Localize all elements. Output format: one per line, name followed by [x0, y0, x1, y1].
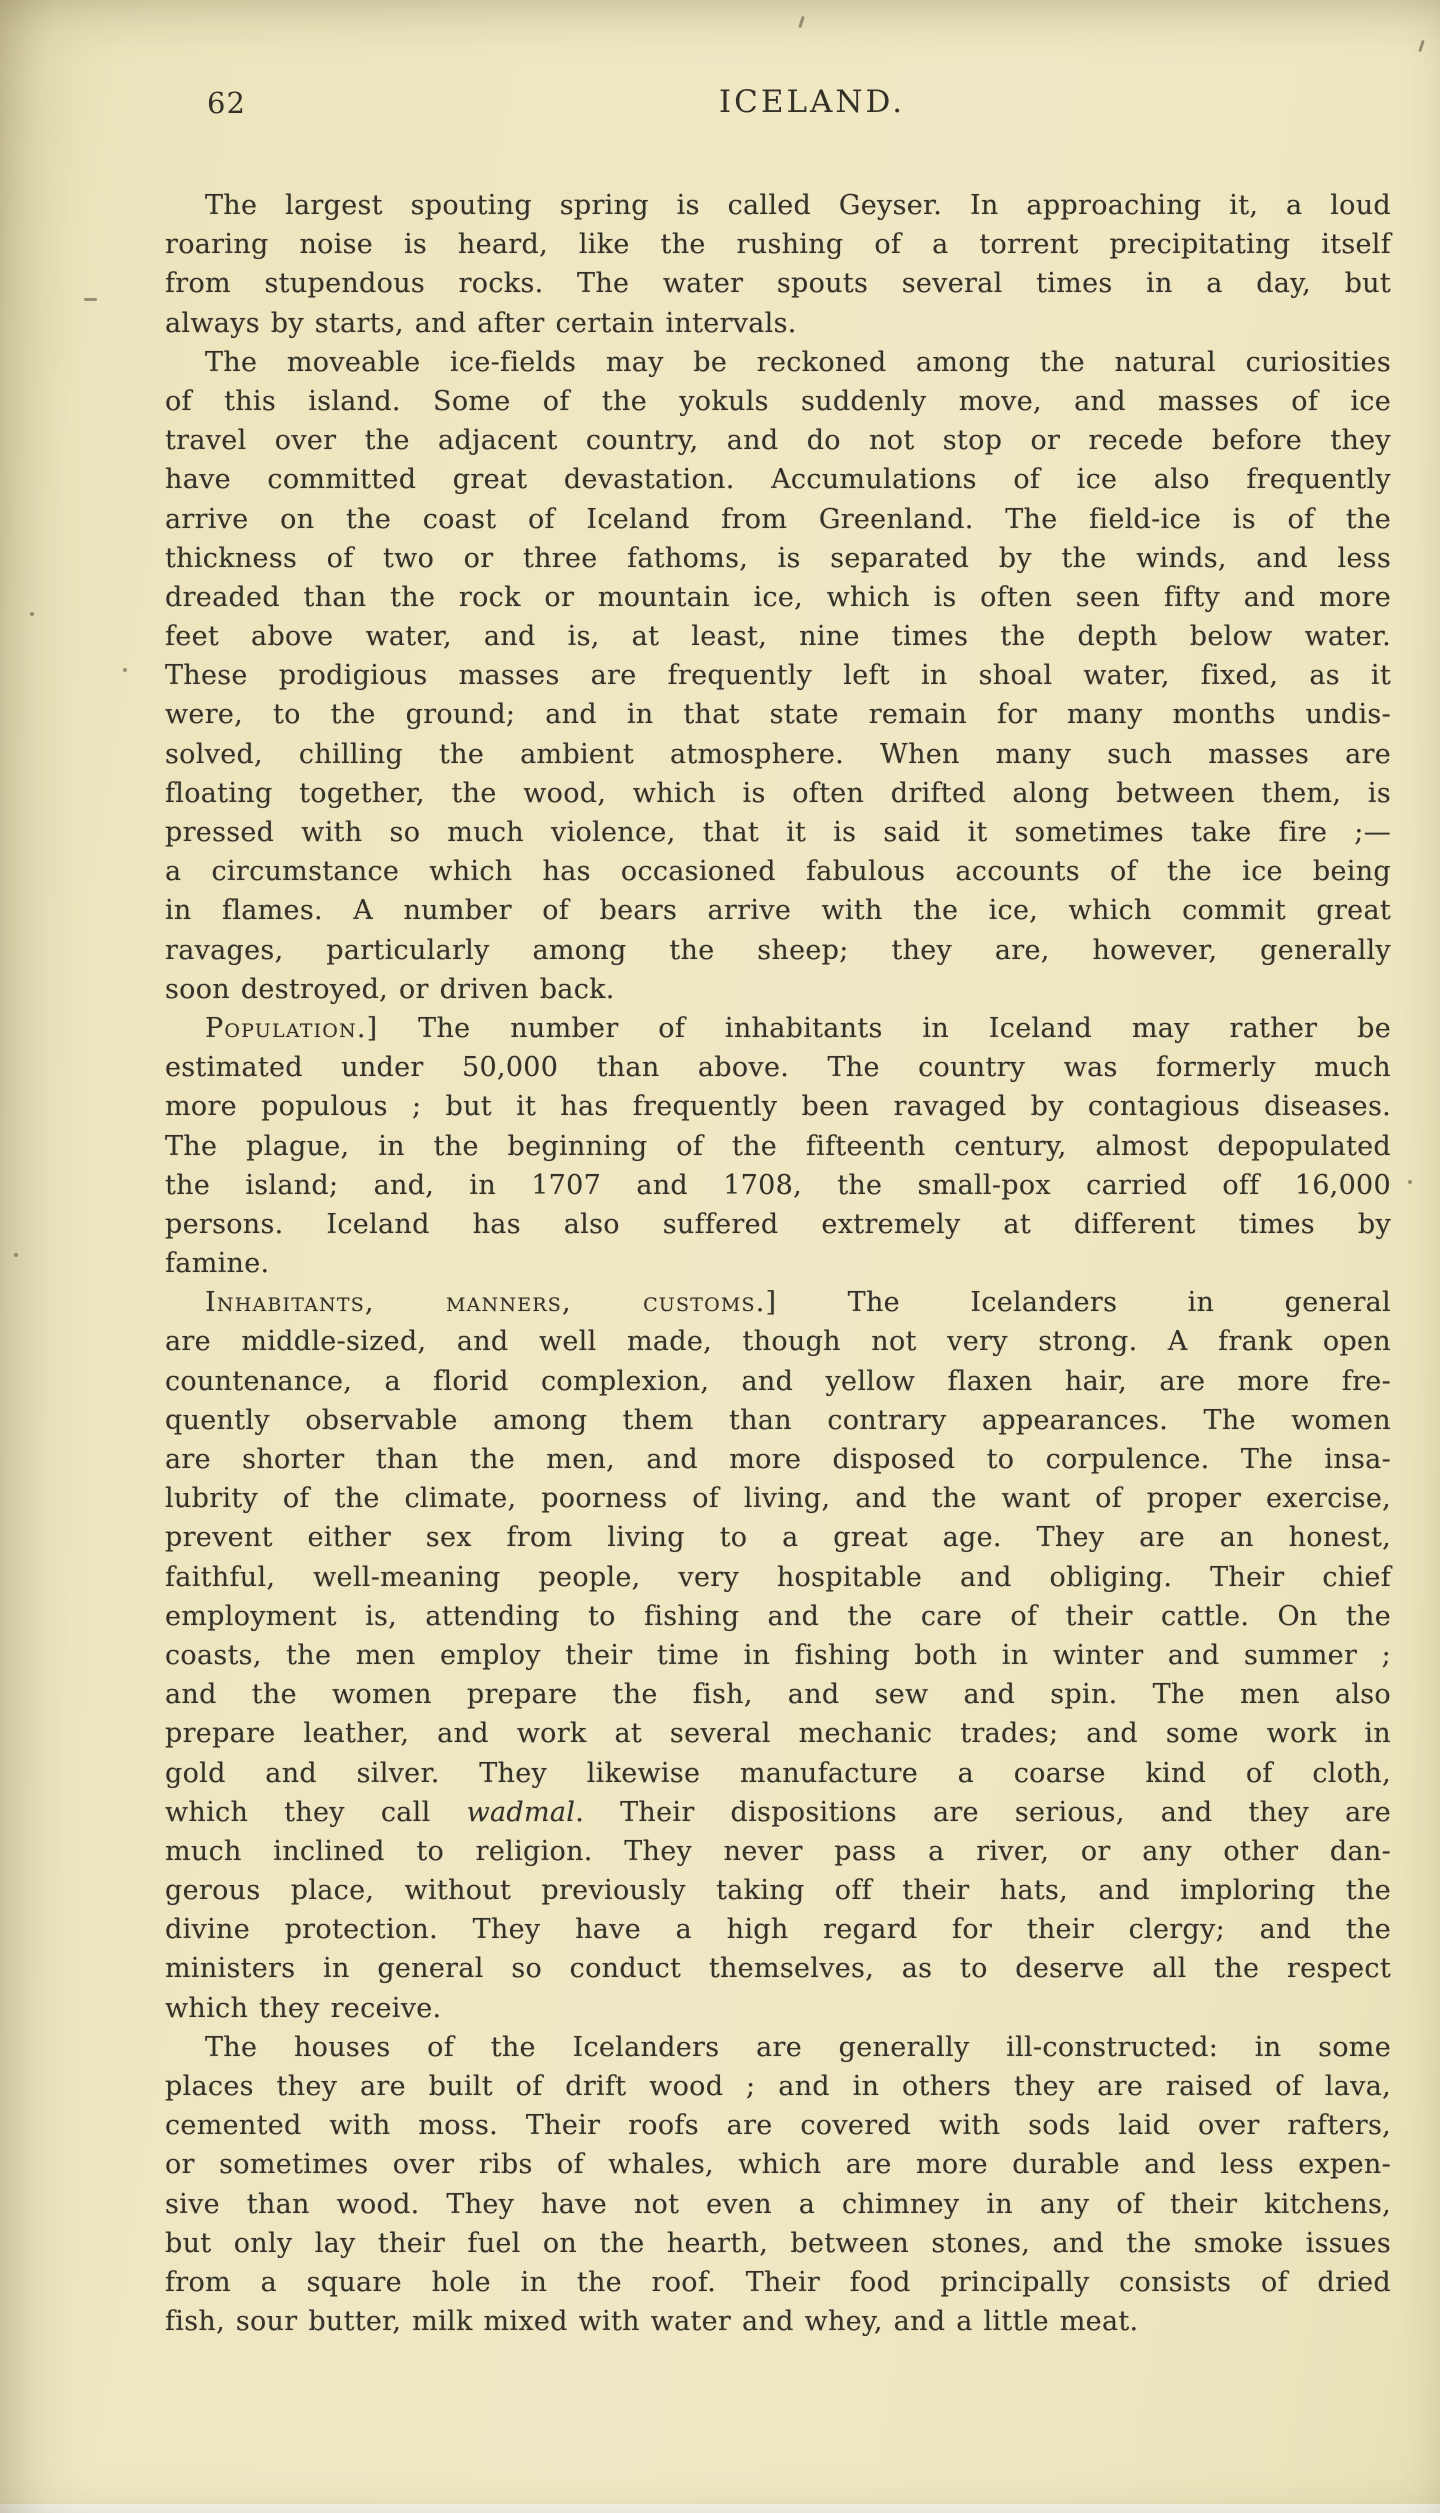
- text-run: employment is, attending to fishing and the care of their cattle. On the: [165, 1600, 1391, 1632]
- text-line: [165, 460, 1391, 499]
- text-line: [165, 2263, 1391, 2302]
- scan-speck: [84, 298, 97, 301]
- text-line: [165, 852, 1391, 891]
- text-line: [165, 1597, 1391, 1636]
- scan-speck: [30, 612, 34, 616]
- text-run: of this island. Some of the yokuls suddenly move, and masses of ice: [165, 385, 1391, 417]
- scan-speck: [1418, 40, 1425, 52]
- text-line: [165, 1558, 1391, 1597]
- text-line: [165, 264, 1391, 303]
- text-run: quently observable among them than contrary appearances. The women: [165, 1404, 1391, 1436]
- text-run: The houses of the Icelanders are generally ill-constructed: in some: [205, 2031, 1391, 2063]
- text-line: [165, 421, 1391, 460]
- text-line: [165, 1518, 1391, 1557]
- text-line: [165, 1832, 1391, 1871]
- text-run: which they receive.: [165, 1992, 442, 2024]
- text-run: from a square hole in the roof. Their food principally consists of dried: [165, 2266, 1391, 2298]
- text-line: [165, 1714, 1391, 1753]
- text-run: cemented with moss. Their roofs are covered with sods laid over rafters,: [165, 2110, 1391, 2142]
- text-run: are middle-sized, and well made, though not very strong. A frank open: [165, 1326, 1391, 1358]
- text-line: [165, 891, 1391, 930]
- text-run: ministers in general so conduct themselves, as to deserve all the respect: [165, 1953, 1391, 1985]
- text-run: prevent either sex from living to a great age. They are an honest,: [165, 1522, 1391, 1554]
- text-run: solved, chilling the ambient atmosphere. When many such masses are: [165, 738, 1391, 770]
- scan-speck: [798, 16, 805, 28]
- text-run: roaring noise is heard, like the rushing of a torrent precipitating itself: [165, 229, 1391, 261]
- text-run: The plague, in the beginning of the fifteenth century, almost depopulated: [165, 1130, 1391, 1162]
- text-line: [165, 539, 1391, 578]
- text-line: [165, 1322, 1391, 1361]
- section-heading: Population.]: [205, 1012, 379, 1044]
- text-line: [165, 656, 1391, 695]
- text-line: [165, 1283, 1391, 1322]
- text-line: [165, 1127, 1391, 1166]
- page-header: [0, 80, 1440, 130]
- text-line: [165, 1793, 1391, 1832]
- text-line: [165, 2302, 1391, 2341]
- text-line: [165, 735, 1391, 774]
- text-line: [165, 1989, 1391, 2028]
- scan-bottom-edge: [0, 2504, 1440, 2513]
- text-line: [165, 225, 1391, 264]
- text-line: [165, 500, 1391, 539]
- text-run: have committed great devastation. Accumulations of ice also frequently: [165, 464, 1391, 496]
- text-line: [165, 2185, 1391, 2224]
- text-line: [165, 1362, 1391, 1401]
- text-run: which they call: [165, 1796, 467, 1828]
- text-run: lubrity of the climate, poorness of living, and the want of proper exercise,: [165, 1483, 1391, 1515]
- text-line: [165, 1087, 1391, 1126]
- text-line: [165, 931, 1391, 970]
- text-run: famine.: [165, 1248, 270, 1280]
- text-line: [165, 186, 1391, 225]
- text-line: [165, 1754, 1391, 1793]
- text-run: from stupendous rocks. The water spouts several times in a day, but: [165, 268, 1391, 300]
- text-line: [165, 1636, 1391, 1675]
- text-run: The Icelanders in general: [777, 1287, 1391, 1319]
- text-run: or sometimes over ribs of whales, which are more durable and less expen-: [165, 2149, 1391, 2181]
- text-run: places they are built of drift wood ; and in others they are raised of lava,: [165, 2071, 1391, 2102]
- scan-speck: [1408, 1180, 1412, 1184]
- text-run: The number of inhabitants in Iceland may rather be: [378, 1012, 1391, 1044]
- text-line: [165, 343, 1391, 382]
- text-line: [165, 1401, 1391, 1440]
- text-run: arrive on the coast of Iceland from Greenland. The field-ice is of the: [165, 503, 1391, 535]
- text-line: [165, 1479, 1391, 1518]
- text-run: The moveable ice-fields may be reckoned among the natural curiosities: [205, 346, 1391, 378]
- text-run: The largest spouting spring is called Geyser. In approaching it, a loud: [205, 190, 1391, 221]
- text-run: always by starts, and after certain intervals.: [165, 307, 797, 339]
- text-line: [165, 1244, 1391, 1283]
- text-line: [165, 578, 1391, 617]
- text-run: were, to the ground; and in that state remain for many months undis-: [165, 699, 1391, 731]
- text-line: [165, 1048, 1391, 1087]
- text-line: [165, 1910, 1391, 1949]
- text-run: sive than wood. They have not even a chimney in any of their kitchens,: [165, 2188, 1391, 2220]
- scan-speck: [14, 1253, 18, 1257]
- text-run: travel over the adjacent country, and do not stop or recede before they: [165, 425, 1391, 457]
- text-run: much inclined to religion. They never pass a river, or any other dan-: [165, 1835, 1391, 1867]
- text-run: These prodigious masses are frequently left in shoal water, fixed, as it: [165, 660, 1391, 692]
- text-line: [165, 2224, 1391, 2263]
- text-run: the island; and, in 1707 and 1708, the small-pox carried off 16,000: [165, 1169, 1391, 1201]
- page-number: 62: [207, 86, 246, 120]
- text-run: thickness of two or three fathoms, is separated by the winds, and less: [165, 542, 1391, 574]
- text-line: [165, 813, 1391, 852]
- text-run: but only lay their fuel on the hearth, between stones, and the smoke issues: [165, 2227, 1391, 2259]
- page-body: [165, 186, 1391, 2341]
- text-run: and the women prepare the fish, and sew and spin. The men also: [165, 1679, 1391, 1711]
- text-run: floating together, the wood, which is often drifted along between them, is: [165, 777, 1391, 809]
- running-title: ICELAND.: [718, 84, 906, 120]
- text-run: faithful, well-meaning people, very hospitable and obliging. Their chief: [165, 1561, 1391, 1593]
- text-line: [165, 774, 1391, 813]
- text-run: gerous place, without previously taking off their hats, and imploring the: [165, 1875, 1391, 1907]
- text-line: [165, 2145, 1391, 2184]
- text-line: [165, 1166, 1391, 1205]
- text-run: in flames. A number of bears arrive with the ice, which commit great: [165, 895, 1391, 927]
- text-run: persons. Iceland has also suffered extremely at different times by: [165, 1208, 1391, 1240]
- text-run: pressed with so much violence, that it is said it sometimes take fire ;—: [165, 817, 1391, 848]
- text-line: [165, 1009, 1391, 1048]
- text-run: gold and silver. They likewise manufacture a coarse kind of cloth,: [165, 1757, 1391, 1789]
- text-run: wadmal: [466, 1796, 576, 1828]
- scan-speck: [123, 668, 127, 672]
- text-run: are shorter than the men, and more disposed to corpulence. The insa-: [165, 1444, 1391, 1475]
- text-run: . Their dispositions are serious, and they are: [575, 1796, 1391, 1828]
- text-line: [165, 2067, 1391, 2106]
- text-line: [165, 1871, 1391, 1910]
- section-heading: Inhabitants, manners, customs.]: [205, 1287, 778, 1319]
- text-run: dreaded than the rock or mountain ice, which is often seen fifty and more: [165, 581, 1391, 613]
- text-line: [165, 2028, 1391, 2067]
- text-line: [165, 304, 1391, 343]
- text-run: countenance, a florid complexion, and yellow flaxen hair, are more fre-: [165, 1365, 1391, 1397]
- text-line: [165, 970, 1391, 1009]
- text-run: coasts, the men employ their time in fishing both in winter and summer ;: [165, 1639, 1391, 1671]
- text-line: [165, 1205, 1391, 1244]
- text-line: [165, 1440, 1391, 1479]
- text-line: [165, 1675, 1391, 1714]
- text-line: [165, 695, 1391, 734]
- text-run: fish, sour butter, milk mixed with water and whey, and a little meat.: [165, 2306, 1139, 2338]
- text-run: estimated under 50,000 than above. The country was formerly much: [165, 1052, 1391, 1084]
- text-run: prepare leather, and work at several mechanic trades; and some work in: [165, 1718, 1391, 1750]
- text-run: a circumstance which has occasioned fabulous accounts of the ice being: [165, 856, 1391, 888]
- text-run: feet above water, and is, at least, nine times the depth below water.: [165, 621, 1391, 653]
- text-line: [165, 2106, 1391, 2145]
- text-run: soon destroyed, or driven back.: [165, 973, 615, 1005]
- text-run: more populous ; but it has frequently been ravaged by contagious diseases.: [165, 1091, 1391, 1123]
- text-line: [165, 1949, 1391, 1988]
- text-line: [165, 617, 1391, 656]
- text-run: divine protection. They have a high regard for their clergy; and the: [165, 1914, 1391, 1946]
- text-run: ravages, particularly among the sheep; they are, however, generally: [165, 934, 1391, 966]
- text-line: [165, 382, 1391, 421]
